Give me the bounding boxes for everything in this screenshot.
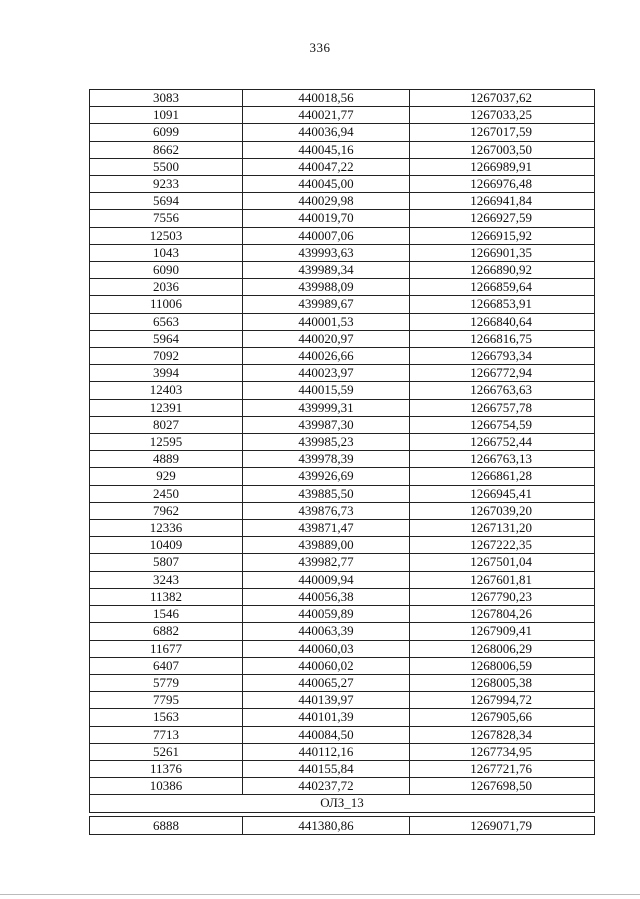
x-coordinate: 440007,06 — [243, 227, 410, 244]
x-coordinate: 440026,66 — [243, 348, 410, 365]
x-coordinate: 440019,70 — [243, 210, 410, 227]
y-coordinate: 1267698,50 — [410, 778, 595, 795]
point-number: 5779 — [90, 674, 243, 691]
x-coordinate: 439926,69 — [243, 468, 410, 485]
table-row — [90, 520, 595, 537]
point-number: 6563 — [90, 313, 243, 330]
x-coordinate: 440018,56 — [243, 90, 410, 107]
x-coordinate: 440065,27 — [243, 674, 410, 691]
point-number: 2036 — [90, 279, 243, 296]
y-coordinate: 1267994,72 — [410, 692, 595, 709]
y-coordinate: 1267790,23 — [410, 588, 595, 605]
x-coordinate: 439978,39 — [243, 451, 410, 468]
point-number: 11006 — [90, 296, 243, 313]
x-coordinate: 439876,73 — [243, 502, 410, 519]
y-coordinate: 1267131,20 — [410, 520, 595, 537]
table-row — [90, 623, 595, 640]
coordinates-table-body — [90, 90, 595, 795]
y-coordinate: 1266816,75 — [410, 330, 595, 347]
table-row — [90, 313, 595, 330]
point-number: 5261 — [90, 743, 243, 760]
x-coordinate: 439885,50 — [243, 485, 410, 502]
table-row — [90, 502, 595, 519]
x-coordinate: 440045,00 — [243, 176, 410, 193]
y-coordinate: 1266757,78 — [410, 399, 595, 416]
table-row — [90, 330, 595, 347]
x-coordinate: 440084,50 — [243, 726, 410, 743]
table-row — [90, 451, 595, 468]
y-coordinate: 1267909,41 — [410, 623, 595, 640]
table-row — [90, 296, 595, 313]
x-coordinate: 440101,39 — [243, 709, 410, 726]
page-number: 336 — [309, 40, 331, 55]
table-row — [90, 382, 595, 399]
x-coordinate: 440021,77 — [243, 107, 410, 124]
point-number: 8662 — [90, 141, 243, 158]
point-number: 8027 — [90, 416, 243, 433]
y-coordinate: 1266915,92 — [410, 227, 595, 244]
point-number: 3994 — [90, 365, 243, 382]
table-row — [90, 416, 595, 433]
table-row — [90, 760, 595, 777]
table-row — [90, 434, 595, 451]
y-coordinate: 1266941,84 — [410, 193, 595, 210]
x-coordinate: 440015,59 — [243, 382, 410, 399]
x-coordinate: 439987,30 — [243, 416, 410, 433]
y-coordinate: 1267905,66 — [410, 709, 595, 726]
table-row — [90, 262, 595, 279]
table-row — [90, 571, 595, 588]
table-row — [90, 817, 595, 835]
x-coordinate: 440237,72 — [243, 778, 410, 795]
x-coordinate: 440060,02 — [243, 657, 410, 674]
x-coordinate: 439982,77 — [243, 554, 410, 571]
y-coordinate: 1267039,20 — [410, 502, 595, 519]
table-row — [90, 107, 595, 124]
point-number: 12403 — [90, 382, 243, 399]
table-row — [90, 778, 595, 795]
x-coordinate: 440020,97 — [243, 330, 410, 347]
point-number: 10386 — [90, 778, 243, 795]
x-coordinate: 439985,23 — [243, 434, 410, 451]
y-coordinate: 1267037,62 — [410, 90, 595, 107]
table-row — [90, 193, 595, 210]
y-coordinate: 1266945,41 — [410, 485, 595, 502]
table-row — [90, 399, 595, 416]
x-coordinate: 440056,38 — [243, 588, 410, 605]
table-row — [90, 674, 595, 691]
y-coordinate: 1266793,34 — [410, 348, 595, 365]
x-coordinate: 439989,67 — [243, 296, 410, 313]
table-row — [90, 554, 595, 571]
point-number: 1091 — [90, 107, 243, 124]
scan-edge-line — [0, 894, 640, 895]
table-row — [90, 485, 595, 502]
point-number: 1546 — [90, 606, 243, 623]
x-coordinate: 439871,47 — [243, 520, 410, 537]
x-coordinate: 439889,00 — [243, 537, 410, 554]
point-number: 7962 — [90, 502, 243, 519]
y-coordinate: 1266772,94 — [410, 365, 595, 382]
table-row — [90, 468, 595, 485]
y-coordinate: 1267721,76 — [410, 760, 595, 777]
point-number: 2450 — [90, 485, 243, 502]
y-coordinate: 1266754,59 — [410, 416, 595, 433]
y-coordinate: 1266763,13 — [410, 451, 595, 468]
y-coordinate: 1268005,38 — [410, 674, 595, 691]
y-coordinate: 1267734,95 — [410, 743, 595, 760]
y-coordinate: 1268006,29 — [410, 640, 595, 657]
x-coordinate: 440029,98 — [243, 193, 410, 210]
point-number: 7713 — [90, 726, 243, 743]
table-row — [90, 124, 595, 141]
table-row — [90, 537, 595, 554]
section-label: ОЛЗ_13 — [90, 795, 595, 812]
section-table — [89, 816, 595, 835]
y-coordinate: 1266763,63 — [410, 382, 595, 399]
table-row — [90, 588, 595, 605]
y-coordinate: 1266861,28 — [410, 468, 595, 485]
y-coordinate: 1267601,81 — [410, 571, 595, 588]
point-number: 7556 — [90, 210, 243, 227]
x-coordinate: 441380,86 — [243, 817, 410, 835]
point-number: 3243 — [90, 571, 243, 588]
coordinates-table — [89, 89, 595, 813]
y-coordinate: 1267017,59 — [410, 124, 595, 141]
y-coordinate: 1267033,25 — [410, 107, 595, 124]
y-coordinate: 1266840,64 — [410, 313, 595, 330]
x-coordinate: 440045,16 — [243, 141, 410, 158]
point-number: 9233 — [90, 176, 243, 193]
x-coordinate: 440063,39 — [243, 623, 410, 640]
point-number: 6090 — [90, 262, 243, 279]
y-coordinate: 1266927,59 — [410, 210, 595, 227]
table-row — [90, 227, 595, 244]
point-number: 7795 — [90, 692, 243, 709]
point-number: 10409 — [90, 537, 243, 554]
y-coordinate: 1267804,26 — [410, 606, 595, 623]
table-row — [90, 692, 595, 709]
point-number: 11677 — [90, 640, 243, 657]
point-number: 5964 — [90, 330, 243, 347]
table-row — [90, 279, 595, 296]
point-number: 6099 — [90, 124, 243, 141]
point-number: 5694 — [90, 193, 243, 210]
table-row — [90, 90, 595, 107]
y-coordinate: 1267222,35 — [410, 537, 595, 554]
section-row — [90, 795, 595, 812]
y-coordinate: 1266989,91 — [410, 158, 595, 175]
table-row — [90, 176, 595, 193]
point-number: 6888 — [90, 817, 243, 835]
table-row — [90, 158, 595, 175]
table-row — [90, 606, 595, 623]
point-number: 3083 — [90, 90, 243, 107]
point-number: 12595 — [90, 434, 243, 451]
x-coordinate: 440155,84 — [243, 760, 410, 777]
x-coordinate: 440036,94 — [243, 124, 410, 141]
y-coordinate: 1269071,79 — [410, 817, 595, 835]
y-coordinate: 1267003,50 — [410, 141, 595, 158]
x-coordinate: 440023,97 — [243, 365, 410, 382]
table-row — [90, 743, 595, 760]
point-number: 7092 — [90, 348, 243, 365]
y-coordinate: 1266901,35 — [410, 244, 595, 261]
y-coordinate: 1266890,92 — [410, 262, 595, 279]
table-row — [90, 657, 595, 674]
point-number: 6407 — [90, 657, 243, 674]
point-number: 1043 — [90, 244, 243, 261]
x-coordinate: 440060,03 — [243, 640, 410, 657]
table-row — [90, 365, 595, 382]
y-coordinate: 1267828,34 — [410, 726, 595, 743]
x-coordinate: 440139,97 — [243, 692, 410, 709]
point-number: 12391 — [90, 399, 243, 416]
y-coordinate: 1266752,44 — [410, 434, 595, 451]
table-row — [90, 210, 595, 227]
table-row — [90, 640, 595, 657]
table-row — [90, 726, 595, 743]
y-coordinate: 1268006,59 — [410, 657, 595, 674]
table-row — [90, 348, 595, 365]
x-coordinate: 439999,31 — [243, 399, 410, 416]
point-number: 12336 — [90, 520, 243, 537]
table-row — [90, 141, 595, 158]
table-row — [90, 709, 595, 726]
y-coordinate: 1266853,91 — [410, 296, 595, 313]
x-coordinate: 440059,89 — [243, 606, 410, 623]
y-coordinate: 1266976,48 — [410, 176, 595, 193]
point-number: 12503 — [90, 227, 243, 244]
point-number: 11376 — [90, 760, 243, 777]
point-number: 5807 — [90, 554, 243, 571]
point-number: 929 — [90, 468, 243, 485]
point-number: 6882 — [90, 623, 243, 640]
y-coordinate: 1266859,64 — [410, 279, 595, 296]
x-coordinate: 439988,09 — [243, 279, 410, 296]
x-coordinate: 440112,16 — [243, 743, 410, 760]
x-coordinate: 440009,94 — [243, 571, 410, 588]
point-number: 4889 — [90, 451, 243, 468]
y-coordinate: 1267501,04 — [410, 554, 595, 571]
x-coordinate: 439989,34 — [243, 262, 410, 279]
x-coordinate: 440047,22 — [243, 158, 410, 175]
x-coordinate: 439993,63 — [243, 244, 410, 261]
point-number: 11382 — [90, 588, 243, 605]
point-number: 1563 — [90, 709, 243, 726]
x-coordinate: 440001,53 — [243, 313, 410, 330]
table-row — [90, 244, 595, 261]
point-number: 5500 — [90, 158, 243, 175]
